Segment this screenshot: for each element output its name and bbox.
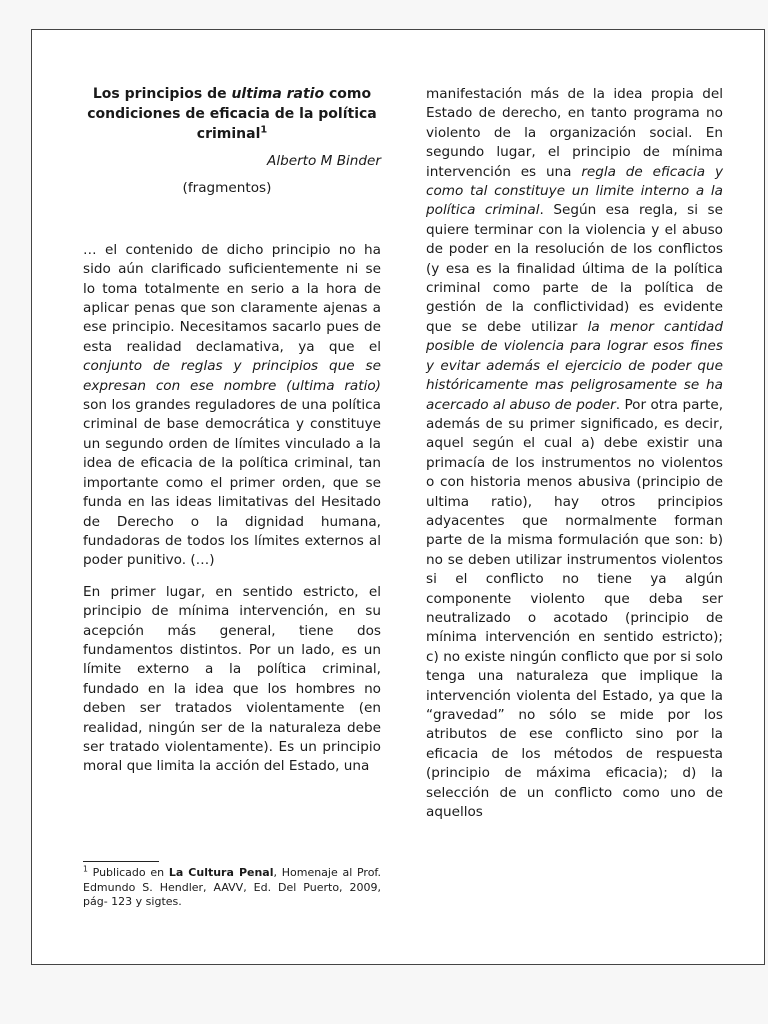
title-footnote-mark[interactable]: 1: [260, 124, 268, 136]
paragraph-2: En primer lugar, en sentido estricto, el principio de mínima intervención, en su acepción más general, tiene dos fundamentos distintos. Por un lado, es un límite externo a la política criminal, fundado en la idea que los hombres no deben ser tratados violentamente (en realidad, ningún ser de la naturaleza debe ser tratado violentamente). Es un principio moral que limita la acción del Estado, una: [83, 583, 381, 775]
article-title: [83, 84, 381, 144]
footnote-text-a: Publicado en: [87, 866, 169, 879]
paragraph-3: [426, 85, 723, 822]
subtitle: (fragmentos): [182, 180, 272, 197]
right-column: [426, 85, 723, 822]
footnote-mark: 1: [83, 864, 88, 874]
title-emphasis: ultima ratio: [231, 86, 325, 102]
paragraph-1-text-a: … el contenido de dicho principio no ha sido aún clarificado suficientemente ni se lo toma totalmente en serio a la hora de aplicar penas que son claramente ajenas a ese principio. Necesitamos sacarlo pues de esta realidad declamativa, ya que el: [83, 241, 381, 355]
left-column: [83, 84, 381, 777]
paragraph-3-emphasis-1: regla de eficacia y como tal constituye un limite interno a la política criminal: [426, 163, 723, 219]
title-text-a: Los principios de: [92, 86, 232, 102]
paragraph-3-text-3: . Por otra parte, además de su primer significado, es decir, aquel según el cual a) debe existir una primacía de los instrumentos no violentos o con historia menos abusiva (principio de ultima ratio), hay otros principios adyacentes que normalmente forman parte de la misma formulación que son: b) no se deben utilizar instrumentos violentos si el conflicto no tiene ya algún componente violento que deba ser neutralizado o acotado (principio de mínima intervención en sentido estricto); c) no existe ningún conflicto que por si solo tenga una naturaleza que implique la intervención violenta del Estado, ya que la “gravedad” no sólo se mide por los atributos de ese conflicto sino por la eficacia de los métodos de respuesta (principio de máxima eficacia); d) la selección de un conflicto como uno de aquellos: [426, 396, 724, 821]
footnote-divider: [83, 861, 159, 862]
paragraph-1-emphasis: conjunto de reglas y principios que se expresan con ese nombre (ultima ratio): [83, 358, 381, 394]
paragraph-1: [83, 241, 381, 571]
paragraph-3-text-1: manifestación más de la idea propia del Estado de derecho, en tanto programa no violento de la organización social. En segundo lugar, el principio de mínima intervención es una: [426, 86, 723, 180]
document-page: [31, 29, 765, 965]
footnote-text-b: , Homenaje al Prof. Edmundo S. Hendler, AAVV, Ed. Del Puerto, 2009, pág- 123 y sigtes.: [83, 866, 382, 909]
paragraph-3-text-2: . Según esa regla, si se quiere terminar con la violencia y el abuso de poder en la resolución de los conflictos (y esa es la finalidad última de la política criminal como parte de la política de gestión de la conflictividad) es evidente que se debe utilizar: [426, 202, 723, 335]
paragraph-1-text-b: son los grandes reguladores de una política criminal de base democrática y constituye un segundo orden de límites vinculado a la idea de eficacia de la política criminal, tan importante como el primer orden, que se funda en las ideas limitativas del Hesitado de Derecho o la dignidad humana, fundadoras de todos los límites externos al poder punitivo. (…): [83, 397, 381, 569]
footnote: [83, 866, 381, 910]
author-name: Alberto M Binder: [267, 153, 381, 169]
title-text-b: como condiciones de eficacia de la política criminal: [87, 86, 377, 142]
footnote-book-title: La Cultura Penal: [168, 866, 274, 879]
paragraph-3-emphasis-2: la menor cantidad posible de violencia para lograr esos fines y evitar además el ejercicio de poder que históricamente mas peligrosamente se ha acercado al abuso de poder: [426, 318, 724, 413]
